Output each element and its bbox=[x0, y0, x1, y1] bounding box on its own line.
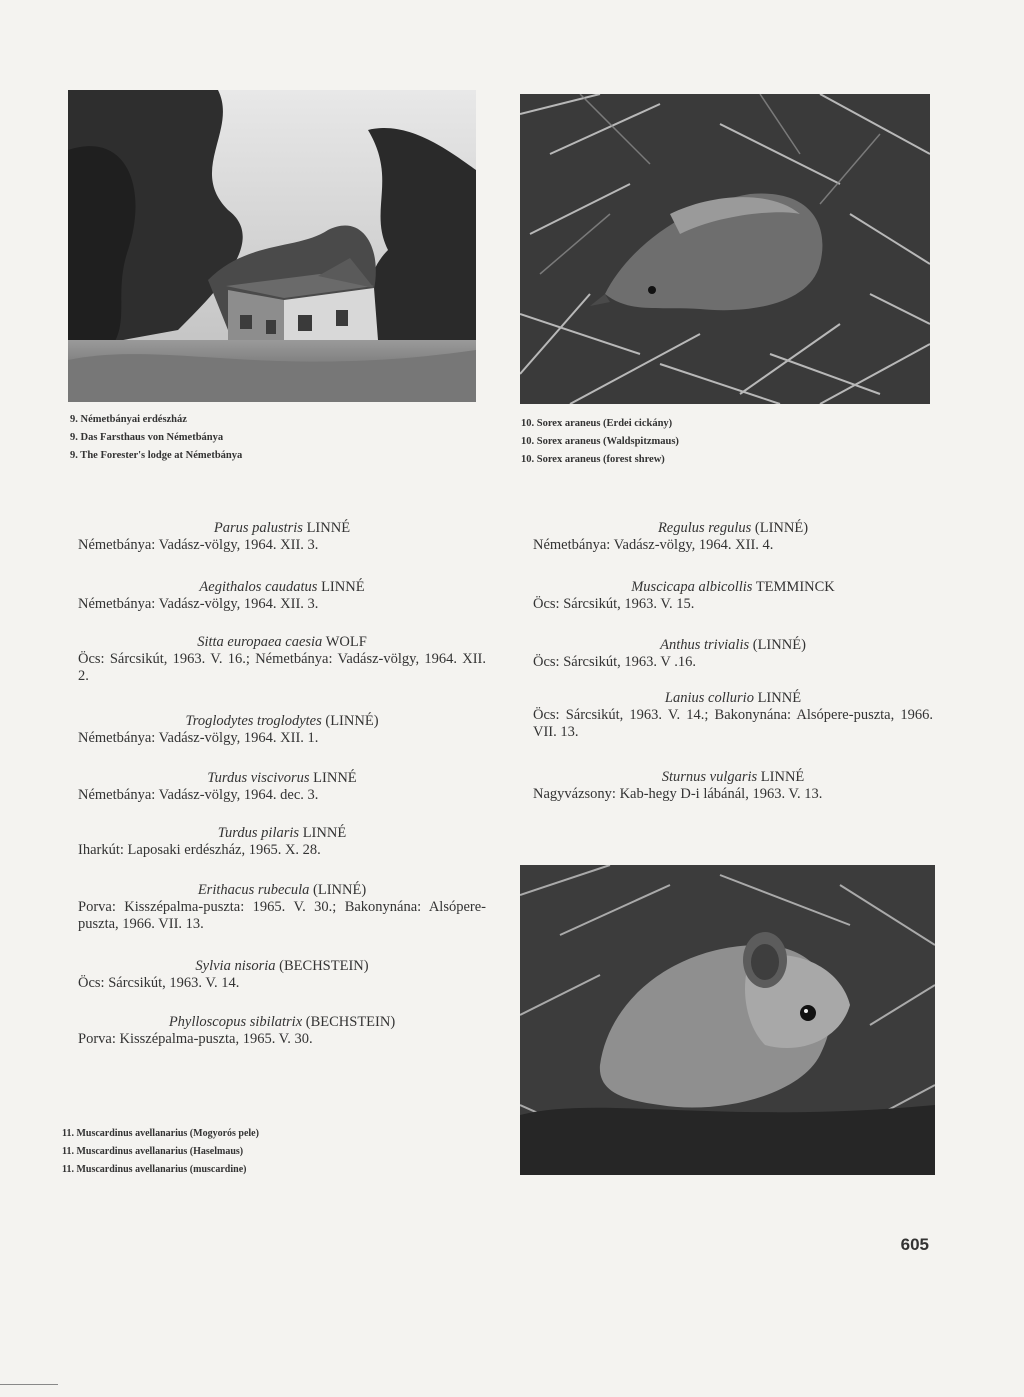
species-entry-regulus-regulus bbox=[533, 520, 933, 554]
species-author: (LINNÉ) bbox=[325, 713, 379, 729]
species-author: (LINNÉ) bbox=[313, 882, 367, 898]
caption-line: 9. Das Farsthaus von Németbánya bbox=[70, 432, 224, 443]
caption-line: 11. Muscardinus avellanarius (Mogyorós pele) bbox=[62, 1128, 259, 1139]
species-name: Phylloscopus sibilatrix bbox=[168, 1014, 303, 1030]
species-locality: Németbánya: Vadász-völgy, 1964. dec. 3. bbox=[78, 787, 319, 803]
species-author: (BECHSTEIN) bbox=[305, 1014, 396, 1030]
species-entry-phylloscopus-sibilatrix bbox=[78, 1014, 486, 1048]
species-locality: Porva: Kisszépalma-puszta, 1965. V. 30. bbox=[78, 1031, 313, 1047]
photo-caption-9 bbox=[70, 411, 242, 465]
species-locality: Németbánya: Vadász-völgy, 1964. XII. 3. bbox=[78, 537, 319, 553]
species-entry-turdus-pilaris bbox=[78, 825, 486, 859]
species-entry-lanius-collurio bbox=[533, 690, 933, 741]
photo-forester-lodge bbox=[68, 90, 476, 402]
species-locality: Németbánya: Vadász-völgy, 1964. XII. 1. bbox=[78, 730, 319, 746]
photo-caption-11 bbox=[62, 1125, 259, 1179]
species-name: Aegithalos caudatus bbox=[199, 579, 318, 595]
species-author: WOLF bbox=[325, 634, 367, 650]
species-locality: Iharkút: Laposaki erdészház, 1965. X. 28. bbox=[78, 842, 321, 858]
photo-shrew bbox=[520, 94, 930, 404]
species-entry-parus-palustris bbox=[78, 520, 486, 554]
species-locality: Németbánya: Vadász-völgy, 1964. XII. 3. bbox=[78, 596, 319, 612]
species-name: Turdus pilaris bbox=[217, 825, 300, 841]
species-name: Lanius collurio bbox=[664, 690, 754, 706]
species-entry-sitta-europaea bbox=[78, 634, 486, 685]
species-author: (LINNÉ) bbox=[752, 637, 806, 653]
species-author: LINNÉ bbox=[757, 690, 802, 706]
species-name: Sitta europaea caesia bbox=[197, 634, 323, 650]
species-name: Turdus viscivorus bbox=[207, 770, 310, 786]
species-author: LINNÉ bbox=[306, 520, 351, 536]
caption-line: 9. The Forester's lodge at Németbánya bbox=[70, 450, 243, 461]
species-locality: Nagyvázsony: Kab-hegy D-i lábánál, 1963. V. 13. bbox=[533, 786, 823, 802]
caption-line: 11. Muscardinus avellanarius (Haselmaus) bbox=[62, 1146, 244, 1157]
species-locality: Öcs: Sárcsikút, 1963. V. 16.; Németbánya: Vadász-völgy, 1964. XII. 2. bbox=[78, 651, 486, 684]
species-name: Sylvia nisoria bbox=[195, 958, 276, 974]
footer-rule bbox=[0, 1384, 58, 1385]
caption-line: 10. Sorex araneus (forest shrew) bbox=[521, 454, 665, 465]
species-name: Erithacus rubecula bbox=[197, 882, 310, 898]
species-author: LINNÉ bbox=[321, 579, 365, 595]
caption-line: 10. Sorex araneus (Waldspitzmaus) bbox=[521, 436, 679, 447]
species-locality: Porva: Kisszépalma-puszta: 1965. V. 30.; Bakonynána: Alsópere-puszta, 1966. VII. 13. bbox=[78, 899, 486, 932]
species-author: (LINNÉ) bbox=[754, 520, 809, 536]
species-entry-anthus-trivialis bbox=[533, 637, 933, 671]
species-entry-erithacus-rubecula bbox=[78, 882, 486, 933]
page-number: 605 bbox=[900, 1235, 929, 1254]
species-name: Muscicapa albicollis bbox=[631, 579, 753, 595]
species-author: TEMMINCK bbox=[755, 579, 835, 595]
species-entry-sylvia-nisoria bbox=[78, 958, 486, 992]
species-locality: Öcs: Sárcsikút, 1963. V .16. bbox=[533, 654, 696, 670]
species-entry-sturnus-vulgaris bbox=[533, 769, 933, 803]
species-name: Troglodytes troglodytes bbox=[185, 713, 322, 729]
species-locality: Öcs: Sárcsikút, 1963. V. 15. bbox=[533, 596, 695, 612]
species-author: LINNÉ bbox=[313, 770, 357, 786]
species-locality: Öcs: Sárcsikút, 1963. V. 14.; Bakonynána: Alsópere-puszta, 1966. VII. 13. bbox=[533, 707, 933, 740]
species-author: (BECHSTEIN) bbox=[279, 958, 369, 974]
species-name: Parus palustris bbox=[213, 520, 303, 536]
photo-dormouse bbox=[520, 865, 935, 1175]
species-entry-muscicapa-albicollis bbox=[533, 579, 933, 613]
species-locality: Öcs: Sárcsikút, 1963. V. 14. bbox=[78, 975, 240, 991]
species-entry-aegithalos-caudatus bbox=[78, 579, 486, 613]
species-name: Anthus trivialis bbox=[660, 637, 750, 653]
species-author: LINNÉ bbox=[760, 769, 805, 785]
species-entry-troglodytes bbox=[78, 713, 486, 747]
species-entry-turdus-viscivorus bbox=[78, 770, 486, 804]
species-name: Regulus regulus bbox=[657, 520, 752, 536]
caption-line: 9. Németbányai erdészház bbox=[70, 414, 187, 425]
caption-line: 10. Sorex araneus (Erdei cickány) bbox=[521, 418, 673, 429]
photo-caption-10 bbox=[521, 415, 679, 469]
species-name: Sturnus vulgaris bbox=[661, 769, 758, 785]
species-locality: Németbánya: Vadász-völgy, 1964. XII. 4. bbox=[533, 537, 774, 553]
caption-line: 11. Muscardinus avellanarius (muscardine) bbox=[62, 1164, 247, 1175]
species-author: LINNÉ bbox=[302, 825, 347, 841]
